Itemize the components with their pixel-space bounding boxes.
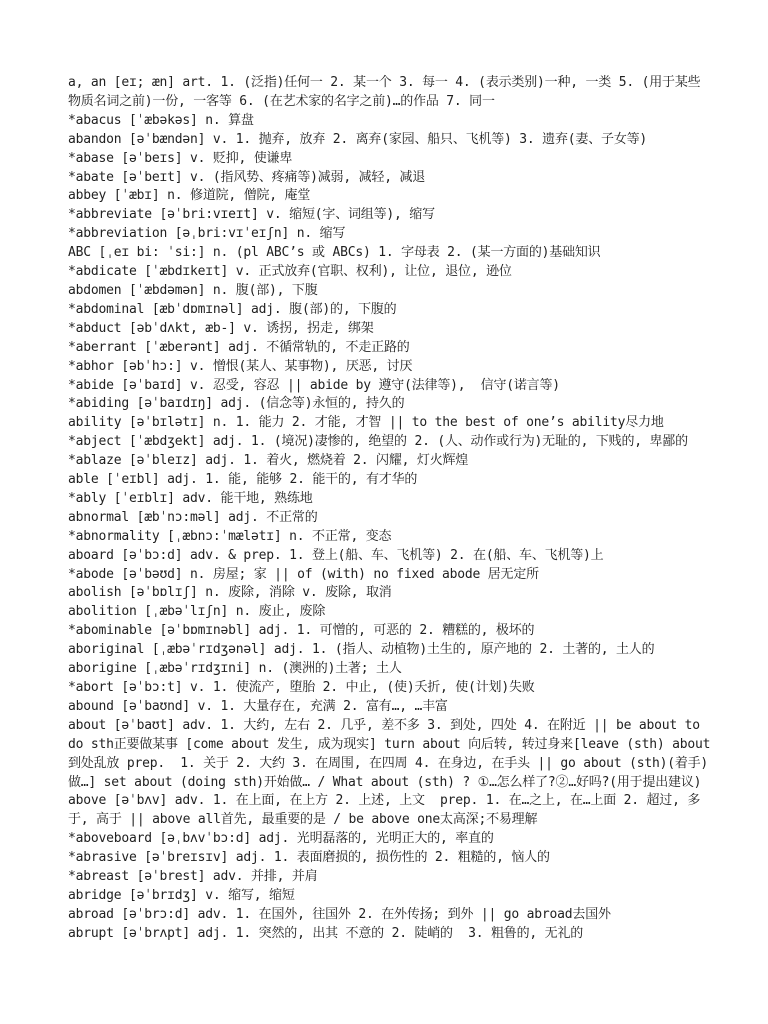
- dictionary-line: 于, 高于 || above all首先, 最重要的是 / be above one太高深;不易理解: [68, 812, 538, 828]
- dictionary-line: aborigine [ˌæbəˈrɪdʒɪni] n. (澳洲的)土著; 土人: [68, 661, 402, 677]
- dictionary-line: *ablaze [əˈbleɪz] adj. 1. 着火, 燃烧着 2. 闪耀, 灯火辉煌: [68, 453, 469, 469]
- dictionary-line: *abbreviate [əˈbri:vɪeɪt] v. 缩短(字、词组等), 缩写: [68, 207, 435, 223]
- dictionary-line: *abide [əˈbaɪd] v. 忍受, 容忍 || abide by 遵守(法律等), 信守(诺言等): [68, 377, 560, 393]
- dictionary-line: *abate [əˈbeɪt] v. (指风势、疼痛等)减弱, 减轻, 减退: [68, 169, 426, 185]
- dictionary-line: aboriginal [ˌæbəˈrɪdʒənəl] adj. 1. (指人、动植物)土生的, 原产地的 2. 土著的, 土人的: [68, 642, 655, 658]
- dictionary-line: about [əˈbaʊt] adv. 1. 大约, 左右 2. 几乎, 差不多 3. 到处, 四处 4. 在附近 || be about to: [68, 717, 700, 733]
- dictionary-line: *abominable [əˈbɒmɪnəbl] adj. 1. 可憎的, 可恶的 2. 糟糕的, 极坏的: [68, 623, 535, 639]
- dictionary-line: abdomen [ˈæbdəmən] n. 腹(部), 下腹: [68, 282, 318, 298]
- dictionary-line: abolition [ˌæbəˈlɪʃn] n. 废止, 废除: [68, 604, 326, 620]
- dictionary-line: *abacus [ˈæbəkəs] n. 算盘: [68, 112, 254, 128]
- dictionary-line: able [ˈeɪbl] adj. 1. 能, 能够 2. 能干的, 有才华的: [68, 472, 418, 488]
- dictionary-line: *abnormality [ˌæbnɔ:ˈmælətɪ] n. 不正常, 变态: [68, 528, 392, 544]
- dictionary-line: abnormal [æbˈnɔ:məl] adj. 不正常的: [68, 509, 318, 525]
- dictionary-line: a, an [eɪ; æn] art. 1. (泛指)任何一 2. 某一个 3. 每一 4. (表示类别)一种, 一类 5. (用于某些: [68, 75, 701, 90]
- dictionary-line: *abdominal [æbˈdɒmɪnəl] adj. 腹(部)的, 下腹的: [68, 301, 397, 317]
- dictionary-line: *abject [ˈæbdʒekt] adj. 1. (境况)凄惨的, 绝望的 2. (人、动作或行为)无耻的, 下贱的, 卑鄙的: [68, 434, 688, 450]
- dictionary-line: abandon [əˈbændən] v. 1. 抛弃, 放弃 2. 离弃(家园、船只、飞机等) 3. 遗弃(妻、子女等): [68, 131, 648, 147]
- dictionary-text-block: [68, 74, 728, 944]
- dictionary-line: abridge [əˈbrɪdʒ] v. 缩写, 缩短: [68, 887, 295, 903]
- dictionary-line: above [əˈbʌv] adv. 1. 在上面, 在上方 2. 上述, 上文 prep. 1. 在…之上, 在…上面 2. 超过, 多: [68, 793, 701, 809]
- dictionary-line: *ably [ˈeɪblɪ] adv. 能干地, 熟练地: [68, 490, 313, 506]
- dictionary-line: *abhor [əbˈhɔ:] v. 憎恨(某人、某事物), 厌恶, 讨厌: [68, 358, 413, 374]
- dictionary-line: *abbreviation [əˌbri:vɪˈeɪʃn] n. 缩写: [68, 226, 346, 242]
- dictionary-line: abbey [ˈæbɪ] n. 修道院, 僧院, 庵堂: [68, 188, 311, 204]
- dictionary-line: ABC [ˌeɪ bi: ˈsi:] n. (pl ABC’s 或 ABCs) 1. 字母表 2. (某一方面的)基础知识: [68, 245, 601, 261]
- dictionary-line: *abase [əˈbeɪs] v. 贬抑, 使谦卑: [68, 150, 293, 166]
- dictionary-line: abrupt [əˈbrʌpt] adj. 1. 突然的, 出其 不意的 2. 陡峭的 3. 粗鲁的, 无礼的: [68, 925, 584, 941]
- dictionary-line: abolish [əˈbɒlɪʃ] n. 废除, 消除 v. 废除, 取消: [68, 585, 392, 601]
- dictionary-line: 物质名词之前)一份, 一客等 6. (在艺术家的名字之前)…的作品 7. 同一: [68, 93, 495, 109]
- dictionary-line: abroad [əˈbrɔ:d] adv. 1. 在国外, 往国外 2. 在外传扬; 到外 || go abroad去国外: [68, 906, 611, 922]
- dictionary-line: *abort [əˈbɔ:t] v. 1. 使流产, 堕胎 2. 中止, (使)夭折, 使(计划)失败: [68, 680, 535, 695]
- dictionary-line: *aberrant [ˈæberənt] adj. 不循常轨的, 不走正路的: [68, 339, 410, 355]
- dictionary-line: *abode [əˈbəʊd] n. 房屋; 家 || of (with) no fixed abode 居无定所: [68, 566, 539, 582]
- dictionary-line: *aboveboard [əˌbʌvˈbɔ:d] adj. 光明磊落的, 光明正大的, 率直的: [68, 831, 494, 847]
- dictionary-line: abound [əˈbaʊnd] v. 1. 大量存在, 充满 2. 富有…, …丰富: [68, 698, 448, 714]
- dictionary-line: *abreast [əˈbrest] adv. 并排, 并肩: [68, 869, 318, 885]
- dictionary-line: *abrasive [əˈbreɪsɪv] adj. 1. 表面磨损的, 损伤性的 2. 粗糙的, 恼人的: [68, 850, 550, 866]
- dictionary-line: aboard [əˈbɔ:d] adv. & prep. 1. 登上(船、车、飞机等) 2. 在(船、车、飞机等)上: [68, 547, 604, 563]
- dictionary-line: *abduct [əbˈdʌkt, æb-] v. 诱拐, 拐走, 绑架: [68, 320, 374, 336]
- dictionary-line: *abiding [əˈbaɪdɪŋ] adj. (信念等)永恒的, 持久的: [68, 396, 405, 412]
- dictionary-line: 做…] set about (doing sth)开始做… / What about (sth) ? ①…怎么样了?②…好吗?(用于提出建议): [68, 774, 702, 790]
- dictionary-line: *abdicate [ˈæbdɪkeɪt] v. 正式放弃(官职、权利), 让位, 退位, 逊位: [68, 264, 512, 280]
- dictionary-line: do sth正要做某事 [come about 发生, 成为现实] turn about 向后转, 转过身来[leave (sth) about: [68, 736, 711, 752]
- dictionary-line: ability [əˈbɪlətɪ] n. 1. 能力 2. 才能, 才智 || to the best of one’s ability尽力地: [68, 415, 664, 431]
- dictionary-line: 到处乱放 prep. 1. 关于 2. 大约 3. 在周围, 在四周 4. 在身边, 在手头 || go about (sth)(着手): [68, 755, 709, 771]
